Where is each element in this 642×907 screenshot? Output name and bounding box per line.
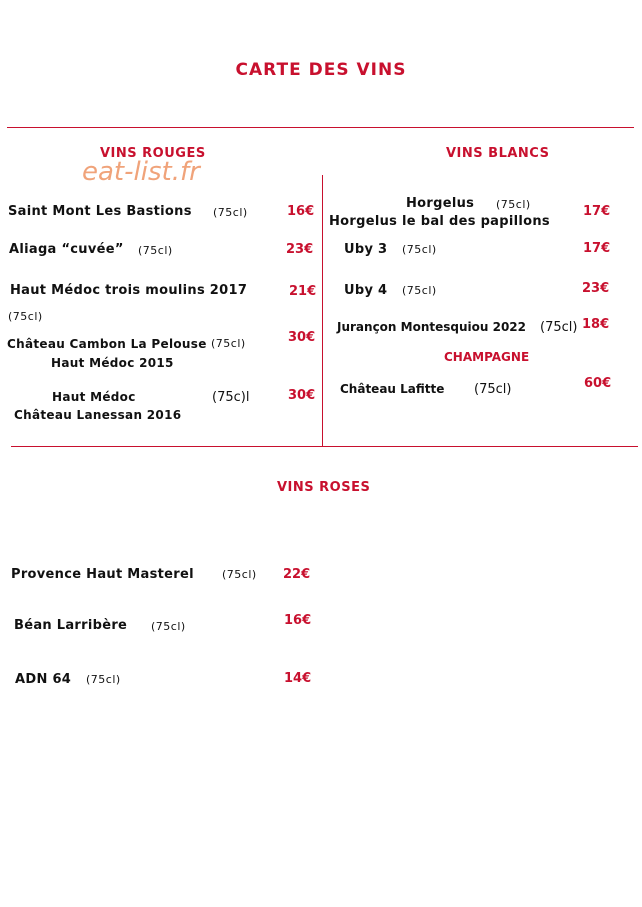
wine-price: 21€ — [289, 284, 317, 299]
wine-price: 60€ — [584, 376, 612, 391]
wine-name-line1: Château Cambon La Pelouse — [7, 337, 207, 351]
section-heading-vins-rouges: VINS ROUGES — [100, 146, 206, 161]
wine-price: 16€ — [287, 204, 315, 219]
wine-volume: (75cl) — [474, 382, 512, 397]
wine-name-line1: Horgelus — [406, 196, 475, 211]
wine-name-line2: Haut Médoc 2015 — [51, 356, 174, 370]
wine-price: 18€ — [582, 317, 610, 332]
wine-price: 14€ — [284, 671, 312, 686]
wine-name: Haut Médoc trois moulins 2017 — [10, 283, 248, 298]
wine-price: 23€ — [286, 242, 314, 257]
section-heading-vins-roses: VINS ROSES — [277, 480, 371, 495]
wine-name-line1: Haut Médoc — [52, 390, 136, 404]
wine-volume: (75cl) — [496, 198, 531, 211]
section-heading-champagne: CHAMPAGNE — [444, 350, 530, 364]
wine-price: 17€ — [583, 204, 611, 219]
section-heading-vins-blancs: VINS BLANCS — [446, 146, 550, 161]
wine-price: 30€ — [288, 330, 316, 345]
watermark-text: eat-list.fr — [82, 157, 200, 187]
wine-price: 30€ — [288, 388, 316, 403]
divider-top — [7, 127, 634, 128]
wine-volume: (75cl) — [540, 320, 578, 335]
wine-volume: (75cl) — [138, 244, 173, 257]
page-title: CARTE DES VINS — [235, 60, 407, 80]
wine-volume: (75cl) — [222, 568, 257, 581]
wine-name: Béan Larribère — [14, 618, 128, 633]
wine-volume: (75cl) — [213, 206, 248, 219]
wine-name: Uby 3 — [344, 242, 388, 257]
wine-name: Uby 4 — [344, 283, 388, 298]
wine-volume: (75cl) — [402, 243, 437, 256]
wine-price: 17€ — [583, 241, 611, 256]
wine-name: Provence Haut Masterel — [11, 567, 194, 582]
wine-volume: (75cl) — [86, 673, 121, 686]
wine-name-line2: Horgelus le bal des papillons — [329, 214, 550, 229]
wine-volume: (75cl) — [8, 310, 43, 323]
wine-volume: (75cl) — [211, 337, 246, 350]
wine-name: Château Lafitte — [340, 382, 445, 396]
wine-name-line2: Château Lanessan 2016 — [14, 408, 182, 422]
wine-name: Jurançon Montesquiou 2022 — [337, 320, 526, 334]
wine-volume: (75cl) — [151, 620, 186, 633]
wine-price: 22€ — [283, 567, 311, 582]
divider-bottom — [11, 446, 638, 447]
wine-name: ADN 64 — [15, 672, 72, 687]
wine-name: Saint Mont Les Bastions — [8, 204, 192, 219]
wine-volume: (75c)l — [212, 390, 250, 405]
wine-price: 16€ — [284, 613, 312, 628]
divider-vertical — [322, 175, 323, 446]
wine-name: Aliaga “cuvée” — [9, 242, 124, 257]
wine-volume: (75cl) — [402, 284, 437, 297]
wine-price: 23€ — [582, 281, 610, 296]
